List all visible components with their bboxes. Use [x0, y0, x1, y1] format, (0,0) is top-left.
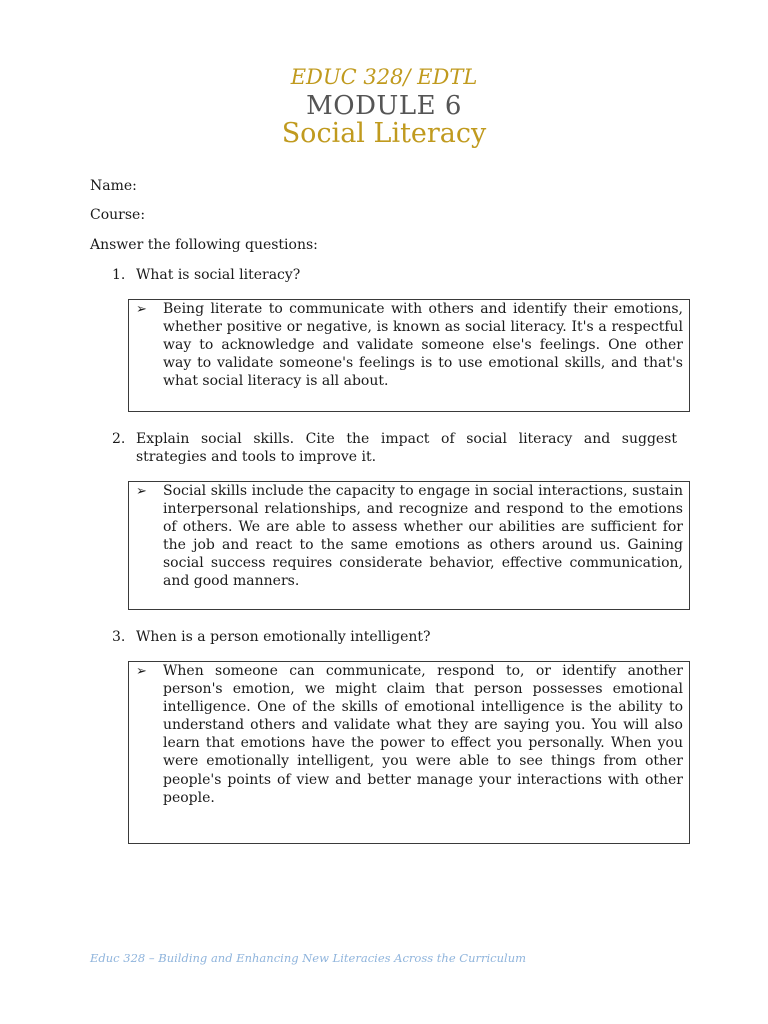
question-text: Explain social skills. Cite the impact of social literacy and suggest strategies and tools to improve it. — [136, 431, 677, 465]
question-3 — [112, 628, 677, 646]
question-number: 3. — [112, 629, 126, 645]
course-label: Course: — [90, 207, 146, 223]
arrow-bullet-icon: ➢ — [136, 664, 147, 679]
module-subtitle: Social Literacy — [281, 118, 487, 149]
instructions: Answer the following questions: — [90, 237, 318, 253]
module-title: MODULE 6 — [306, 91, 462, 121]
arrow-bullet-icon: ➢ — [136, 484, 147, 499]
page-footer: Educ 328 – Building and Enhancing New Literacies Across the Curriculum — [90, 951, 527, 965]
answer-text: Social skills include the capacity to engage in social interactions, sustain interpersonal relationships, and recognize and respond to the emotions of others. We are able to assess whether our abilities are sufficient for the job and react to the same emotions as others around us. Gaining social success requires considerate behavior, effective communication, and good manners. — [163, 483, 683, 590]
answer-text: When someone can communicate, respond to, or identify another person's emotion, we might claim that person possesses emotional intelligence. One of the skills of emotional intelligence is the ability to understand others and validate what they are saying you. You will also learn that emotions have the power to effect you personally. When you were emotionally intelligent, you were able to see things from other people's points of view and better manage your interactions with other people. — [163, 663, 683, 806]
course-code: EDUC 328/ EDTL — [290, 65, 478, 89]
question-number: 2. — [112, 431, 126, 447]
arrow-bullet-icon: ➢ — [136, 302, 147, 317]
question-2 — [112, 430, 677, 466]
question-text: What is social literacy? — [136, 267, 301, 283]
answer-box-1 — [128, 299, 690, 412]
answer-box-3 — [128, 661, 690, 844]
question-number: 1. — [112, 267, 126, 283]
name-label: Name: — [90, 178, 137, 194]
question-1 — [112, 266, 677, 284]
answer-text: Being literate to communicate with others and identify their emotions, whether positive or negative, is known as social literacy. It's a respectful way to acknowledge and validate someone else's feelings. One other way to validate someone's feelings is to use emotional skills, and that's what social literacy is all about. — [163, 301, 683, 390]
question-text: When is a person emotionally intelligent? — [136, 629, 431, 645]
answer-box-2 — [128, 481, 690, 610]
